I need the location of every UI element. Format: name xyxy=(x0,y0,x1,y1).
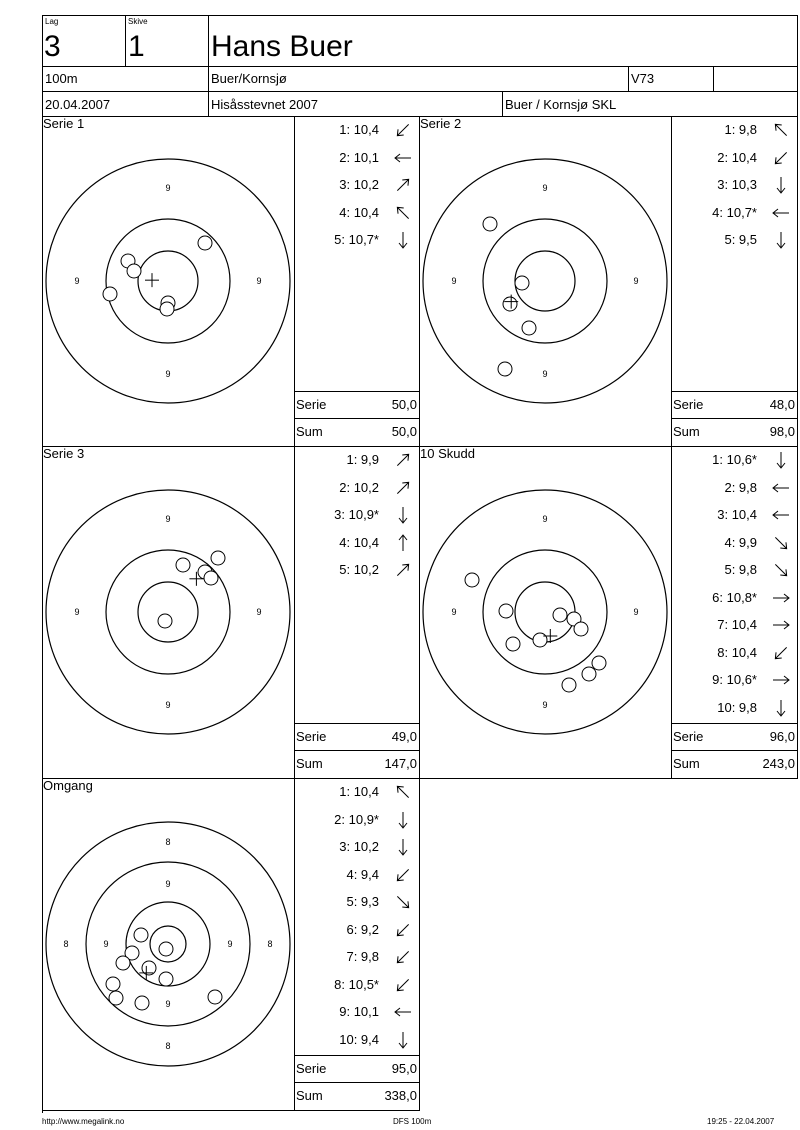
direction-arrow-icon xyxy=(393,120,413,140)
shot-hole xyxy=(465,573,479,587)
ring-label: 9 xyxy=(74,276,80,286)
direction-arrow-icon xyxy=(771,450,791,470)
target-ring xyxy=(126,902,210,986)
shot-score: 2: 10,9* xyxy=(334,811,379,827)
target-ring xyxy=(106,550,230,674)
direction-arrow-icon xyxy=(393,1002,413,1022)
shot-hole xyxy=(142,961,156,975)
target-ring xyxy=(46,822,290,1066)
ring-label: 9 xyxy=(165,700,171,710)
footer-url: http://www.megalink.no xyxy=(42,1117,125,1126)
shot-row xyxy=(675,563,757,577)
shot-hole xyxy=(135,996,149,1010)
shot-hole xyxy=(506,637,520,651)
serie-label: Serie xyxy=(296,729,327,744)
panel-title: 10 Skudd xyxy=(420,446,475,461)
shot-hole xyxy=(159,972,173,986)
sum-label: Sum xyxy=(296,424,323,439)
date: 20.04.2007 xyxy=(45,97,111,112)
shot-row xyxy=(675,151,757,165)
club-short: Buer/Kornsjø xyxy=(211,71,287,86)
target-ring xyxy=(138,582,198,642)
shot-row xyxy=(298,563,379,577)
direction-arrow-icon xyxy=(771,230,791,250)
shot-row xyxy=(675,591,757,605)
shot-score: 5: 9,5 xyxy=(724,232,757,247)
shot-row xyxy=(298,978,379,992)
direction-arrow-icon xyxy=(393,203,413,223)
shot-hole xyxy=(106,977,120,991)
direction-arrow-icon xyxy=(771,148,791,168)
shot-hole xyxy=(498,362,512,376)
shot-score: 1: 9,9 xyxy=(346,452,379,467)
shot-row xyxy=(675,536,757,550)
direction-arrow-icon xyxy=(393,892,413,912)
ring-label: 9 xyxy=(633,276,639,286)
shot-score: 1: 10,4 xyxy=(339,122,379,137)
target-ring xyxy=(483,219,607,343)
shot-row xyxy=(298,1033,379,1047)
shot-hole xyxy=(533,633,547,647)
ring-label: 9 xyxy=(451,607,457,617)
direction-arrow-icon xyxy=(393,148,413,168)
shot-row xyxy=(675,673,757,687)
shot-hole xyxy=(515,276,529,290)
ring-label: 9 xyxy=(542,514,548,524)
shot-hole xyxy=(211,551,225,565)
shot-score: 4: 10,4 xyxy=(339,534,379,550)
sum-value: 98,0 xyxy=(769,424,795,439)
shot-row xyxy=(298,206,379,220)
shot-score: 7: 9,8 xyxy=(346,949,379,964)
shot-hole xyxy=(567,612,581,626)
target-ring xyxy=(150,926,186,962)
serie-label: Serie xyxy=(296,397,327,412)
shot-hole xyxy=(553,608,567,622)
lag-label: Lag xyxy=(45,17,59,26)
shot-row xyxy=(298,178,379,192)
shot-row xyxy=(298,813,379,827)
skive-value: 1 xyxy=(128,30,145,63)
sum-value: 338,0 xyxy=(384,1088,417,1103)
target-ring xyxy=(515,251,575,311)
direction-arrow-icon xyxy=(393,947,413,967)
shot-hole xyxy=(109,991,123,1005)
direction-arrow-icon xyxy=(771,120,791,140)
shot-score: 8: 10,5* xyxy=(334,976,379,992)
ring-label: 9 xyxy=(633,607,639,617)
shot-row xyxy=(298,840,379,854)
direction-arrow-icon xyxy=(393,1030,413,1050)
shot-row xyxy=(298,536,379,550)
ring-label: 9 xyxy=(542,700,548,710)
shot-score: 1: 10,6* xyxy=(712,452,757,467)
serie-value: 49,0 xyxy=(391,729,417,744)
shot-score: 4: 9,4 xyxy=(346,866,379,882)
shot-hole xyxy=(161,296,175,310)
shot-row xyxy=(675,453,757,467)
shot-row xyxy=(298,895,379,909)
panel-title: Serie 1 xyxy=(43,116,85,131)
shot-score: 4: 10,4 xyxy=(339,204,379,220)
direction-arrow-icon xyxy=(393,450,413,470)
shot-score: 2: 10,4 xyxy=(717,149,757,165)
shot-hole xyxy=(198,236,212,250)
sum-value: 147,0 xyxy=(384,756,417,771)
shot-hole xyxy=(503,297,517,311)
shot-score: 4: 10,7* xyxy=(712,204,757,220)
sum-value: 243,0 xyxy=(762,756,795,771)
shot-row xyxy=(675,646,757,660)
shot-score: 3: 10,2 xyxy=(339,839,379,854)
footer-center: DFS 100m xyxy=(393,1117,432,1126)
shot-row xyxy=(298,123,379,137)
shot-hole xyxy=(483,217,497,231)
shot-score: 5: 10,2 xyxy=(339,562,379,577)
shot-score: 3: 10,9* xyxy=(334,507,379,522)
ring-label: 9 xyxy=(451,276,457,286)
shot-score: 2: 9,8 xyxy=(724,479,757,495)
serie-value: 50,0 xyxy=(391,397,417,412)
ring-label: 9 xyxy=(74,607,80,617)
ring-label: 9 xyxy=(542,183,548,193)
shot-row xyxy=(298,923,379,937)
footer-timestamp: 19:25 - 22.04.2007 xyxy=(707,1117,775,1126)
direction-arrow-icon xyxy=(393,505,413,525)
ring-label: 9 xyxy=(256,607,262,617)
direction-arrow-icon xyxy=(393,230,413,250)
shot-row xyxy=(675,481,757,495)
sum-value: 50,0 xyxy=(391,424,417,439)
direction-arrow-icon xyxy=(771,698,791,718)
target-ring xyxy=(138,251,198,311)
shot-score: 3: 10,2 xyxy=(339,177,379,192)
direction-arrow-icon xyxy=(393,478,413,498)
target-ring xyxy=(46,490,290,734)
ring-label: 9 xyxy=(165,879,171,889)
shot-hole xyxy=(127,264,141,278)
lag-value: 3 xyxy=(44,30,61,63)
serie-value: 96,0 xyxy=(769,729,795,744)
shot-hole xyxy=(159,942,173,956)
direction-arrow-icon xyxy=(393,837,413,857)
shot-hole xyxy=(134,928,148,942)
shot-score: 4: 9,9 xyxy=(724,534,757,550)
shot-score: 5: 10,7* xyxy=(334,232,379,247)
ring-label: 9 xyxy=(103,939,109,949)
skive-label: Skive xyxy=(128,17,148,26)
event-name: Hisåsstevnet 2007 xyxy=(211,97,318,112)
shot-hole xyxy=(208,990,222,1004)
shot-score: 3: 10,4 xyxy=(717,507,757,522)
shot-row xyxy=(298,785,379,799)
shot-score: 2: 10,2 xyxy=(339,479,379,495)
shot-score: 5: 9,8 xyxy=(724,562,757,577)
shot-hole xyxy=(160,302,174,316)
target-ring xyxy=(46,159,290,403)
shot-row xyxy=(298,868,379,882)
shot-hole xyxy=(522,321,536,335)
direction-arrow-icon xyxy=(771,588,791,608)
serie-value: 95,0 xyxy=(391,1061,417,1076)
target-ring xyxy=(106,219,230,343)
ring-label: 9 xyxy=(165,999,171,1009)
shot-hole xyxy=(582,667,596,681)
shot-score: 1: 10,4 xyxy=(339,784,379,799)
sum-label: Sum xyxy=(296,1088,323,1103)
shot-score: 8: 10,4 xyxy=(717,644,757,660)
direction-arrow-icon xyxy=(393,810,413,830)
shot-row xyxy=(298,1005,379,1019)
direction-arrow-icon xyxy=(393,175,413,195)
shot-hole xyxy=(204,571,218,585)
shot-score: 9: 10,6* xyxy=(712,672,757,687)
shot-row xyxy=(298,508,379,522)
shot-row xyxy=(675,178,757,192)
target-ring xyxy=(483,550,607,674)
panel-title: Omgang xyxy=(43,778,93,793)
shot-hole xyxy=(574,622,588,636)
target-ring xyxy=(86,862,250,1026)
ring-label: 8 xyxy=(165,837,171,847)
shot-row xyxy=(298,233,379,247)
direction-arrow-icon xyxy=(393,560,413,580)
target-ring xyxy=(515,582,575,642)
shot-score: 5: 9,3 xyxy=(346,894,379,909)
shot-row xyxy=(675,618,757,632)
shot-row xyxy=(298,453,379,467)
shot-hole xyxy=(176,558,190,572)
shot-row xyxy=(675,123,757,137)
ring-label: 9 xyxy=(165,369,171,379)
ring-label: 9 xyxy=(542,369,548,379)
shot-row xyxy=(675,701,757,715)
direction-arrow-icon xyxy=(393,975,413,995)
shot-hole xyxy=(562,678,576,692)
shot-score: 2: 10,1 xyxy=(339,149,379,165)
shooter-name: Hans Buer xyxy=(211,30,353,63)
sum-label: Sum xyxy=(673,424,700,439)
shot-score: 10: 9,8 xyxy=(717,699,757,715)
ring-label: 9 xyxy=(227,939,233,949)
serie-label: Serie xyxy=(296,1061,327,1076)
ring-label: 9 xyxy=(165,183,171,193)
ring-label: 8 xyxy=(63,939,69,949)
direction-arrow-icon xyxy=(771,670,791,690)
shot-hole xyxy=(116,956,130,970)
distance: 100m xyxy=(45,71,78,86)
direction-arrow-icon xyxy=(393,782,413,802)
shot-hole xyxy=(499,604,513,618)
shot-row xyxy=(675,206,757,220)
sum-label: Sum xyxy=(673,756,700,771)
shot-score: 10: 9,4 xyxy=(339,1031,379,1047)
serie-value: 48,0 xyxy=(769,397,795,412)
shot-hole xyxy=(592,656,606,670)
target-ring xyxy=(423,159,667,403)
shot-hole xyxy=(158,614,172,628)
shot-row xyxy=(298,950,379,964)
ring-label: 8 xyxy=(267,939,273,949)
shot-score: 3: 10,3 xyxy=(717,177,757,192)
sum-label: Sum xyxy=(296,756,323,771)
serie-label: Serie xyxy=(673,729,704,744)
direction-arrow-icon xyxy=(393,533,413,553)
direction-arrow-icon xyxy=(771,175,791,195)
direction-arrow-icon xyxy=(393,920,413,940)
serie-label: Serie xyxy=(673,397,704,412)
panel-title: Serie 2 xyxy=(420,116,462,131)
direction-arrow-icon xyxy=(771,615,791,635)
shot-score: 1: 9,8 xyxy=(724,122,757,137)
shot-hole xyxy=(121,254,135,268)
ring-label: 8 xyxy=(165,1041,171,1051)
direction-arrow-icon xyxy=(771,533,791,553)
direction-arrow-icon xyxy=(771,203,791,223)
direction-arrow-icon xyxy=(771,505,791,525)
shot-score: 6: 9,2 xyxy=(346,921,379,937)
shot-row xyxy=(298,481,379,495)
shot-hole xyxy=(103,287,117,301)
ring-label: 9 xyxy=(256,276,262,286)
direction-arrow-icon xyxy=(771,478,791,498)
shot-row xyxy=(298,151,379,165)
ring-label: 9 xyxy=(165,514,171,524)
direction-arrow-icon xyxy=(393,865,413,885)
target-ring xyxy=(423,490,667,734)
shot-score: 9: 10,1 xyxy=(339,1004,379,1019)
shot-score: 7: 10,4 xyxy=(717,617,757,632)
shot-row xyxy=(675,508,757,522)
shot-hole xyxy=(125,946,139,960)
panel-title: Serie 3 xyxy=(43,446,85,461)
shot-hole xyxy=(198,565,212,579)
club-full: Buer / Kornsjø SKL xyxy=(505,97,617,112)
shot-score: 6: 10,8* xyxy=(712,589,757,605)
direction-arrow-icon xyxy=(771,643,791,663)
weapon-class: V73 xyxy=(631,71,655,86)
shot-row xyxy=(675,233,757,247)
direction-arrow-icon xyxy=(771,560,791,580)
